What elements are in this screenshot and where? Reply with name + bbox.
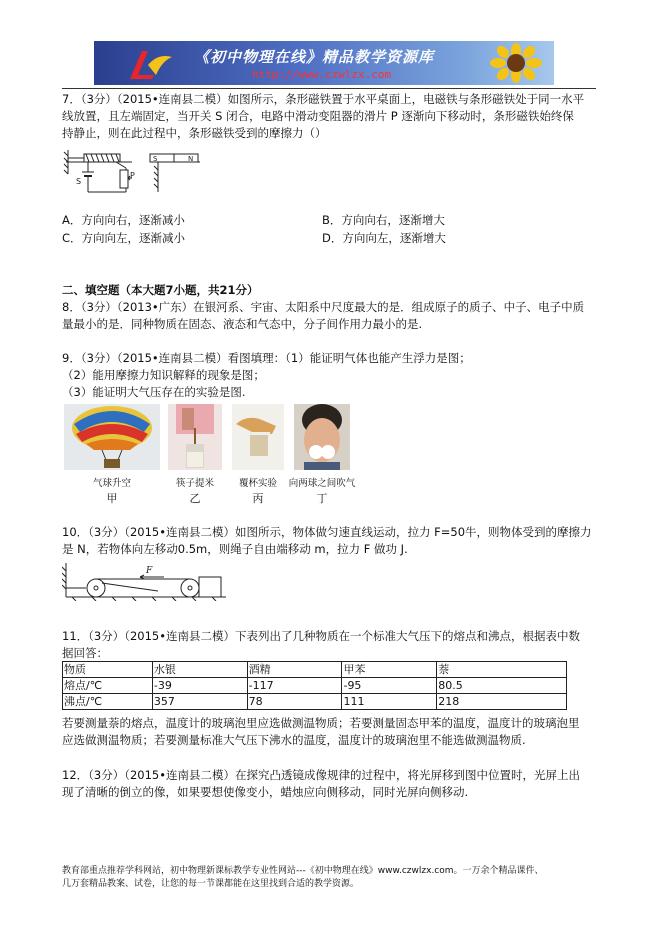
q7-bar-s-label: S (153, 155, 158, 163)
table-cell: 78 (247, 694, 342, 710)
q9-image-chopsticks (168, 404, 222, 470)
table-cell: -39 (152, 678, 247, 694)
q11-after-line-2: 应选做测温物质；若要测量标准大气压下沸水的温度，温度计的玻璃泡里不能选做测温物质. (62, 733, 526, 747)
q8-line-1: 8．（3分）（2013•广东）在银河系、宇宙、太阳系中尺度最大的是．组成原子的质子、中子、电子中质 (62, 300, 585, 314)
q9-line-1: 9．（3分）（2015•连南县二模）看图填理：（1）能证明气体也能产生浮力是图； (62, 351, 471, 365)
banner-url[interactable]: http://www.czwlzx.com (252, 68, 392, 81)
q8-line-2: 量最小的是．同种物质在固态、液态和气态中，分子间作用力最小的是. (62, 317, 423, 331)
banner-title: 《初中物理在线》精品教学资源库 (194, 48, 435, 66)
table-cell: -117 (247, 678, 342, 694)
q11-line-1: 11．（3分）（2015•连南县二模）下表列出了几种物质在一个标准大气压下的熔点和沸点，根据表中数 (62, 629, 580, 643)
table-cell: 物质 (63, 662, 153, 678)
table-cell: 酒精 (247, 662, 342, 678)
site-logo-icon (124, 45, 180, 83)
q10-pulley-figure (62, 561, 228, 601)
q10-line-2: 是 N，若物体向左移动0.5m，则绳子自由端移动 m，拉力 F 做功 J. (62, 542, 408, 556)
q9-caption-4: 向两球之间吹气 (288, 478, 356, 489)
q11-after-line-1: 若要测量萘的熔点，温度计的玻璃泡里应选做测温物质；若要测量固态甲苯的温度，温度计的玻璃泡里 (62, 716, 580, 730)
q7-option-d: D．方向向左，逐渐增大 (322, 231, 446, 245)
table-cell: 水银 (152, 662, 247, 678)
q7-option-c: C．方向向左，逐渐减小 (62, 231, 186, 245)
footer-line-2: 几万套精品教案、试卷，让您的每一节课都能在这里找到合适的教学资源。 (62, 879, 360, 889)
q10-force-label: F (146, 566, 153, 576)
q7-switch-label: S (76, 177, 82, 186)
q7-slider-label: P (130, 171, 135, 180)
table-cell: 357 (152, 694, 247, 710)
q9-caption-2: 筷子提米 (175, 478, 214, 489)
footer-line-1: 教育部重点推荐学科网站，初中物理新课标教学专业性网站---《初中物理在线》www.czwlzx.com。一万余个精品课件、 (62, 866, 544, 876)
q9-line-2: （2）能用摩擦力知识解释的现象是图； (62, 368, 265, 382)
q9-caption-1: 气球升空 (92, 478, 131, 489)
q7-option-b: B．方向向右，逐渐增大 (322, 213, 445, 227)
q7-line-1: 7．（3分）（2015•连南县二模）如图所示，条形磁铁置于水平桌面上，电磁铁与条形磁铁处于同一水平 (62, 92, 585, 106)
header-rule (62, 88, 596, 89)
q9-image-cup (232, 404, 284, 470)
q7-magnet-circuit-figure (62, 148, 202, 200)
q7-option-a: A．方向向右，逐渐减小 (62, 213, 185, 227)
table-cell: 111 (342, 694, 437, 710)
table-cell: 80.5 (437, 678, 567, 694)
q11-line-2: 据回答： (62, 646, 108, 660)
q9-label-2: 乙 (189, 492, 201, 505)
table-row (63, 678, 567, 694)
q7-line-2: 线放置，且左端固定，当开关 S 闭合，电路中滑动变阻器的滑片 P 逐渐向下移动时，条形磁铁始终保 (62, 109, 574, 123)
table-row (63, 694, 567, 710)
q9-line-3: （3）能证明大气压存在的实验是图. (62, 385, 246, 399)
table-cell: -95 (342, 678, 437, 694)
q10-line-1: 10．（3分）（2015•连南县二模）如图所示，物体做匀速直线运动，拉力 F=50牛，则物体受到的摩擦力 (62, 525, 592, 539)
table-cell: 甲苯 (342, 662, 437, 678)
q9-label-4: 丁 (316, 492, 328, 505)
table-cell: 218 (437, 694, 567, 710)
q9-caption-3: 覆杯实验 (238, 478, 277, 489)
q11-data-table (62, 661, 567, 710)
section-2-title: 二、填空题（本大题7小题，共21分） (62, 283, 259, 297)
q7-line-3: 持静止，则在此过程中，条形磁铁受到的摩擦力（） (62, 126, 327, 140)
q9-label-1: 甲 (106, 492, 118, 505)
table-cell: 萘 (437, 662, 567, 678)
sunflower-icon (486, 43, 546, 83)
q9-image-balloon (64, 404, 160, 470)
table-cell: 沸点/℃ (63, 694, 153, 710)
q9-image-blowing (294, 404, 350, 470)
q7-bar-n-label: N (188, 155, 194, 163)
q12-line-2: 现了清晰的倒立的像，如果要想使像变小，蜡烛应向侧移动，同时光屏向侧移动. (62, 785, 469, 799)
table-cell: 熔点/℃ (63, 678, 153, 694)
table-row (63, 662, 567, 678)
q12-line-1: 12．（3分）（2015•连南县二模）在探究凸透镜成像规律的过程中，将光屏移到图中位置时，光屏上出 (62, 768, 580, 782)
header-banner (94, 41, 554, 85)
q9-label-3: 丙 (252, 492, 264, 505)
